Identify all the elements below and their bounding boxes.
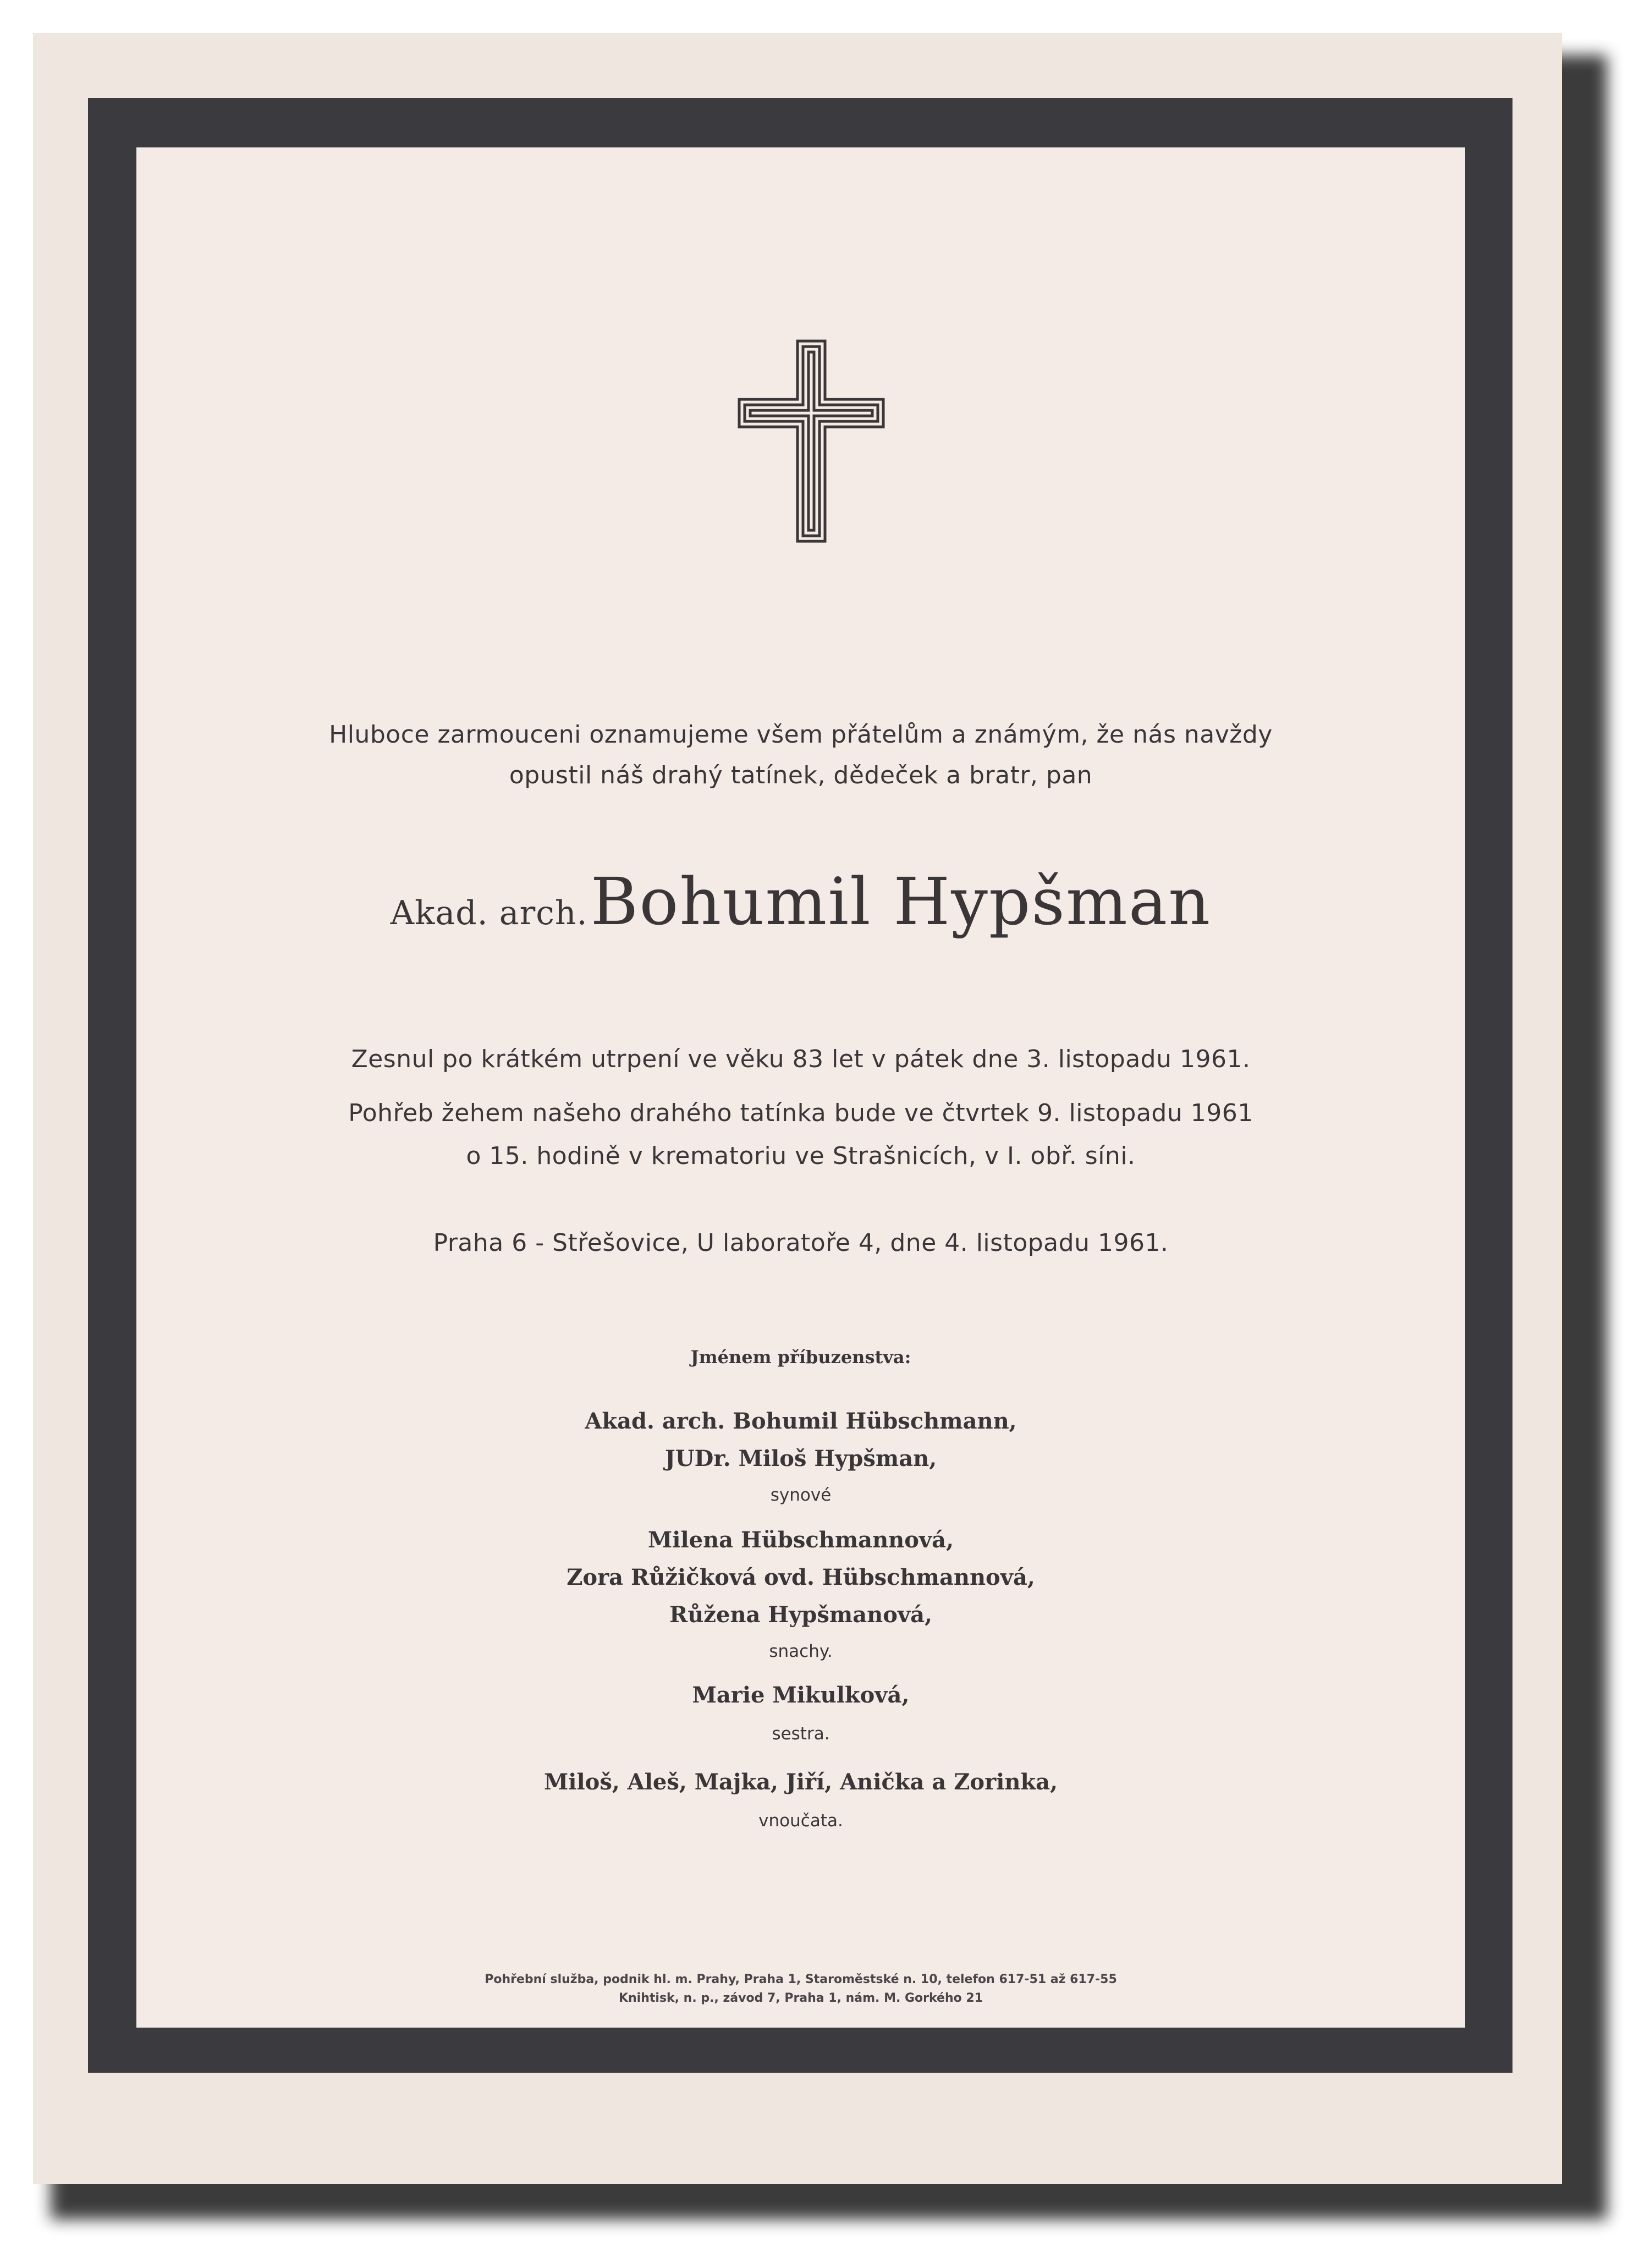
funeral-line-2: o 15. hodině v krematoriu ve Strašnicích, v I. obř. síni. (466, 1142, 1136, 1170)
sister-name: Marie Mikulková, (692, 1682, 910, 1708)
grandchildren-names: Miloš, Aleš, Majka, Jiří, Anička a Zorinka, (543, 1769, 1058, 1795)
intro-line-1: Hluboce zarmouceni oznamujeme všem přátelům a známým, že nás navždy (329, 721, 1273, 749)
son-1: Akad. arch. Bohumil Hübschmann, (585, 1408, 1017, 1434)
footer-line-2: Knihtisk, n. p., závod 7, Praha 1, nám. M. Gorkého 21 (618, 1991, 983, 2005)
relatives-heading: Jménem příbuzenstva: (690, 1347, 911, 1368)
funeral-line-1: Pohřeb žehem našeho drahého tatínka bude ve čtvrtek 9. listopadu 1961 (348, 1099, 1253, 1127)
cross-icon (737, 339, 886, 543)
daughter-in-law-3: Růžena Hypšmanová, (669, 1602, 933, 1628)
death-line: Zesnul po krátkém utrpení ve věku 83 let v pátek dne 3. listopadu 1961. (351, 1045, 1251, 1073)
sister-label: sestra. (772, 1724, 830, 1744)
footer-line-1: Pohřební služba, podnik hl. m. Prahy, Praha 1, Staroměstské n. 10, telefon 617-51 až 617-55 (485, 1973, 1117, 1986)
deceased-name-row (136, 864, 1465, 940)
obituary-notice (136, 147, 1465, 2028)
place-date-line: Praha 6 - Střešovice, U laboratoře 4, dne 4. listopadu 1961. (433, 1229, 1169, 1257)
sons-label: synové (770, 1485, 832, 1505)
deceased-name: Bohumil Hypšman (590, 864, 1212, 940)
intro-line-2: opustil náš drahý tatínek, dědeček a bratr, pan (509, 761, 1093, 789)
grandchildren-label: vnoučata. (758, 1811, 843, 1831)
deceased-title: Akad. arch. (390, 894, 588, 932)
son-2: JUDr. Miloš Hypšman, (664, 1446, 937, 1471)
daughter-in-law-2: Zora Růžičková ovd. Hübschmannová, (566, 1564, 1035, 1590)
daughter-in-law-1: Milena Hübschmannová, (647, 1527, 954, 1553)
daughters-in-law-label: snachy. (769, 1641, 833, 1661)
